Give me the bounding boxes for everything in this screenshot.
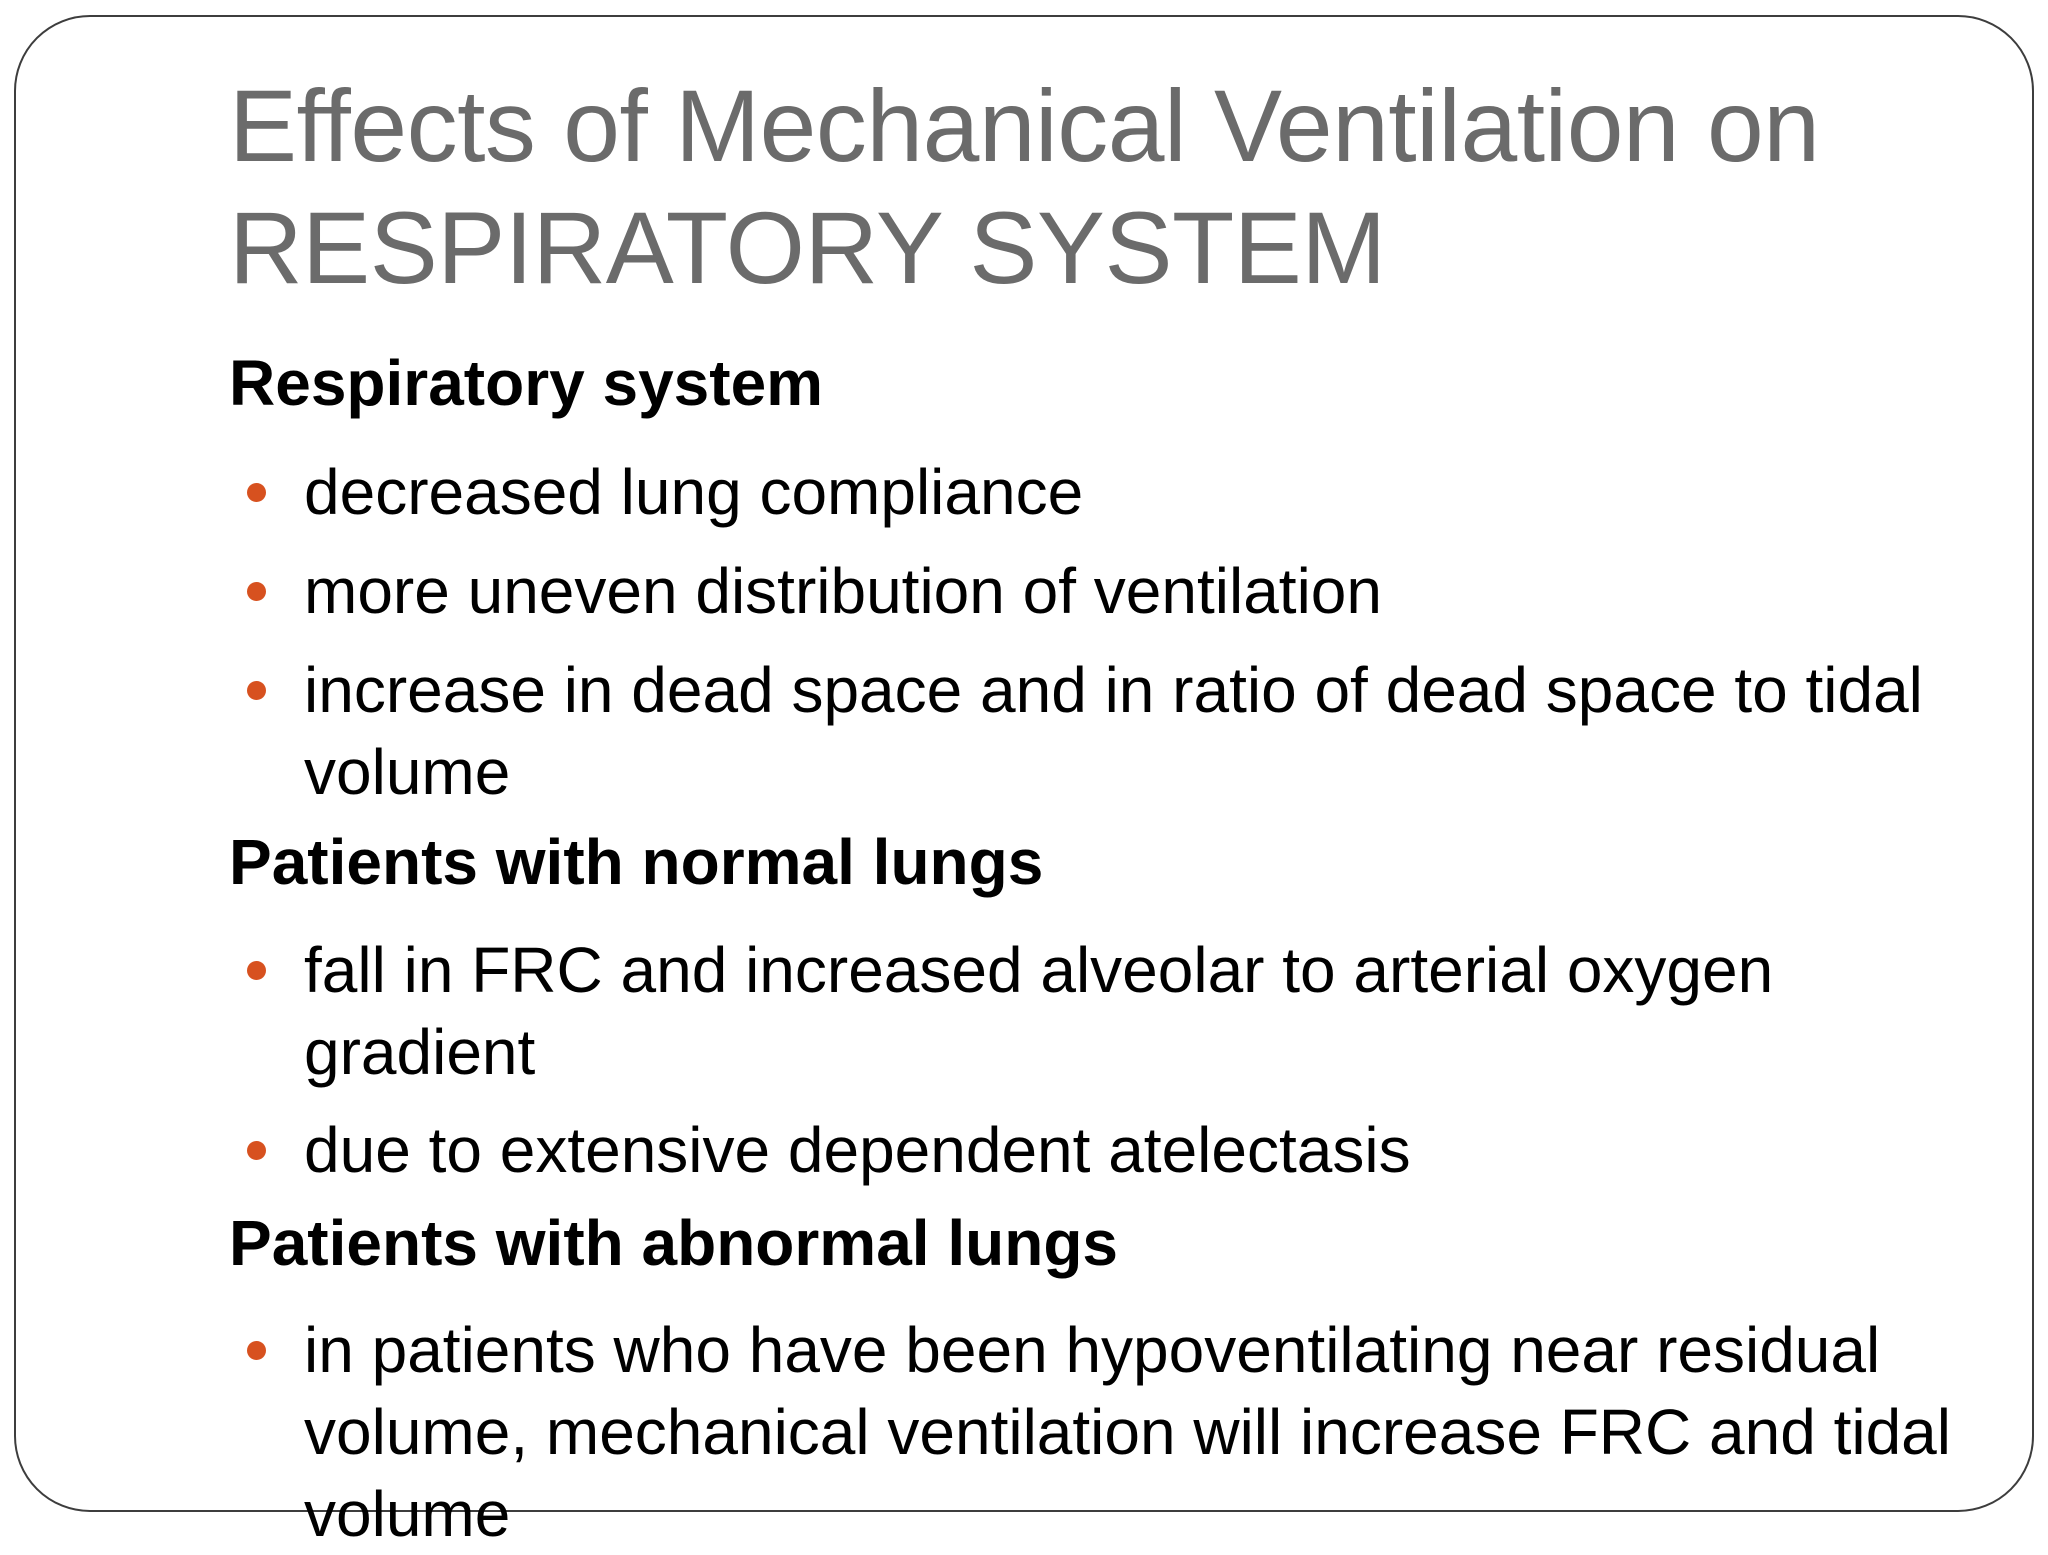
bullet-item <box>229 550 1989 632</box>
section-heading-respiratory-system: Respiratory system <box>229 347 824 419</box>
slide <box>14 15 2034 1550</box>
section-heading-normal-lungs: Patients with normal lungs <box>229 826 1044 898</box>
bullet-dot-icon <box>247 1141 266 1160</box>
bullet-text: increase in dead space and in ratio of dead space to tidal volume <box>304 654 1923 808</box>
slide-title-line-2: RESPIRATORY SYSTEM <box>229 191 1386 305</box>
section-heading-abnormal-lungs: Patients with abnormal lungs <box>229 1207 1118 1279</box>
bullet-dot-icon <box>247 961 266 980</box>
bullet-text: due to extensive dependent atelectasis <box>304 1114 1411 1186</box>
bullet-text: fall in FRC and increased alveolar to arterial oxygen gradient <box>304 934 1774 1088</box>
bullet-text: decreased lung compliance <box>304 456 1084 528</box>
slide-title <box>229 65 1979 309</box>
bullet-item <box>229 929 1989 1093</box>
bullet-item <box>229 1109 1989 1191</box>
bullet-item <box>229 1309 1989 1555</box>
slide-title-line-1: Effects of Mechanical Ventilation on <box>229 69 1820 183</box>
bullet-dot-icon <box>247 582 266 601</box>
bullet-dot-icon <box>247 483 266 502</box>
bullet-dot-icon <box>247 681 266 700</box>
bullet-text: more uneven distribution of ventilation <box>304 555 1382 627</box>
bullet-text: in patients who have been hypoventilating near residual volume, mechanical ventilation will increase FRC and tidal volume <box>304 1314 1951 1550</box>
bullet-item <box>229 649 1989 813</box>
bullet-item <box>229 451 1989 533</box>
bullet-dot-icon <box>247 1341 266 1360</box>
